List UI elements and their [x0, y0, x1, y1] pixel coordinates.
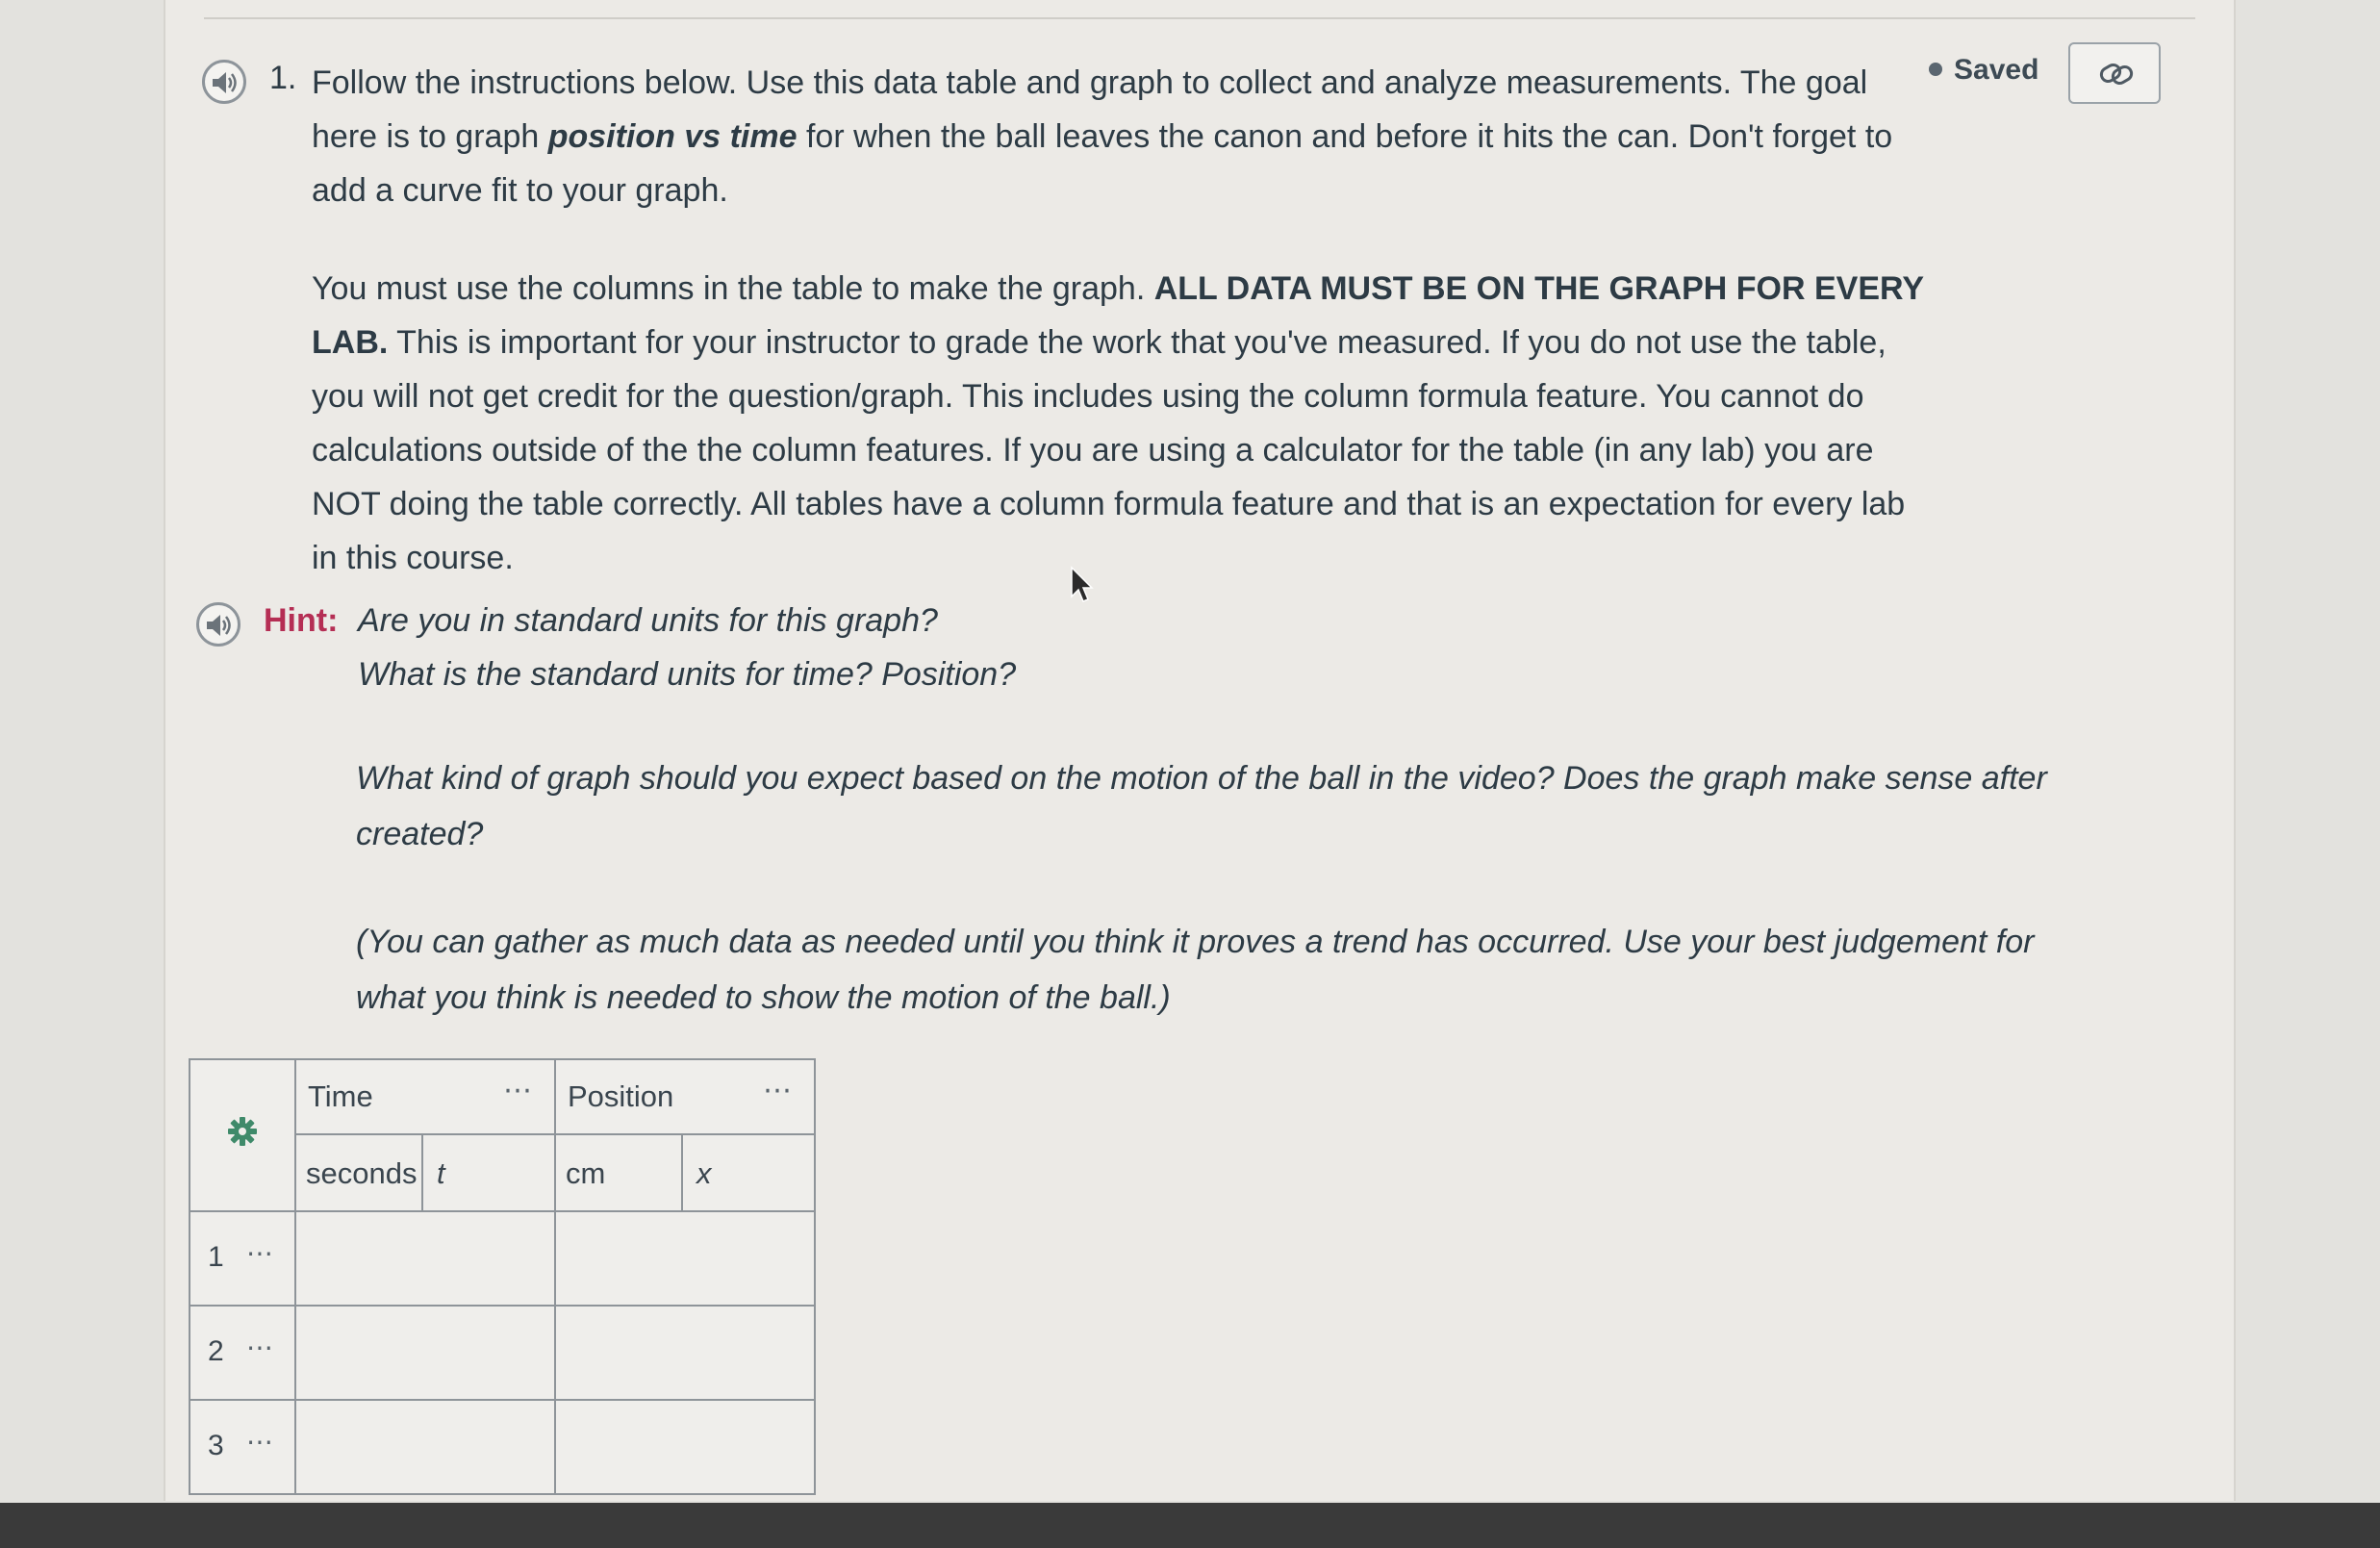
position-cell[interactable]: [555, 1306, 815, 1400]
time-cell[interactable]: [295, 1306, 555, 1400]
row-number-cell[interactable]: 2 ⋯: [190, 1306, 295, 1400]
position-cell[interactable]: [555, 1211, 815, 1306]
column-symbol-position[interactable]: x: [682, 1134, 815, 1211]
time-cell[interactable]: [295, 1400, 555, 1494]
row-number-cell[interactable]: 3 ⋯: [190, 1400, 295, 1494]
question-paragraph-2: You must use the columns in the table to make the graph. ALL DATA MUST BE ON THE GRAPH FOR EVERY LAB. This is important for your instructor to grade the work that you've measured. If you do not use the table, you will not get credit for the question/graph. This includes using the column formula feature. You cannot do calculations outside of the the column features. If you are using a calculator for the table (in any lab) you are NOT doing the table correctly. All tables have a column formula feature and that is an expectation for every lab in this course.: [312, 270, 1924, 576]
question-number: 1.: [269, 60, 297, 96]
column-menu-button[interactable]: ⋯: [503, 1075, 533, 1106]
column-header-position[interactable]: [555, 1059, 815, 1134]
speaker-icon: [204, 611, 233, 640]
hint-paragraph-3: What kind of graph should you expect based on the motion of the ball in the video? Does the graph make sense after created?: [356, 760, 2047, 852]
hint-question-1: Are you in standard units for this graph?: [358, 602, 938, 639]
row-menu-button[interactable]: ⋯: [246, 1427, 273, 1457]
hint-question-2: What is the standard units for time? Position?: [358, 656, 1017, 693]
status-dot-icon: [1929, 63, 1942, 76]
table-row: [190, 1306, 815, 1400]
row-menu-button[interactable]: ⋯: [246, 1238, 273, 1268]
cursor-icon: [1070, 566, 1095, 604]
time-cell[interactable]: [295, 1211, 555, 1306]
question-audio-button[interactable]: [202, 60, 246, 104]
table-row: [190, 1211, 815, 1306]
speaker-icon: [210, 68, 239, 97]
column-name: Position: [568, 1079, 674, 1113]
hint-label: Hint:: [264, 602, 339, 639]
saved-status: Saved: [1929, 54, 2038, 87]
screen-bezel: [0, 1503, 2380, 1548]
column-unit-time[interactable]: seconds: [295, 1134, 422, 1211]
column-unit-position[interactable]: cm: [555, 1134, 682, 1211]
copy-link-button[interactable]: [2068, 42, 2161, 104]
column-header-time[interactable]: [295, 1059, 555, 1134]
position-cell[interactable]: [555, 1400, 815, 1494]
table-settings-cell[interactable]: [190, 1059, 295, 1211]
data-table: [189, 1058, 816, 1495]
row-number-cell[interactable]: 1 ⋯: [190, 1211, 295, 1306]
divider: [204, 17, 2195, 19]
question-paragraph-1: Follow the instructions below. Use this data table and graph to collect and analyze measurements. The goal here is to graph position vs time for when the ball leaves the canon and before it hits the can. Don't forget to add a curve fit to your graph.: [312, 64, 1893, 209]
link-icon: [2097, 58, 2136, 90]
gear-icon[interactable]: [226, 1115, 259, 1148]
column-name: Time: [308, 1079, 373, 1113]
column-symbol-time[interactable]: t: [422, 1134, 555, 1211]
hint-paragraph-4: (You can gather as much data as needed until you think it proves a trend has occurred. Use your best judgement for what you think is needed to show the motion of the ball.): [356, 924, 2035, 1016]
hint-audio-button[interactable]: [196, 602, 241, 647]
table-row: [190, 1400, 815, 1494]
column-menu-button[interactable]: ⋯: [763, 1075, 793, 1106]
row-menu-button[interactable]: ⋯: [246, 1332, 273, 1362]
